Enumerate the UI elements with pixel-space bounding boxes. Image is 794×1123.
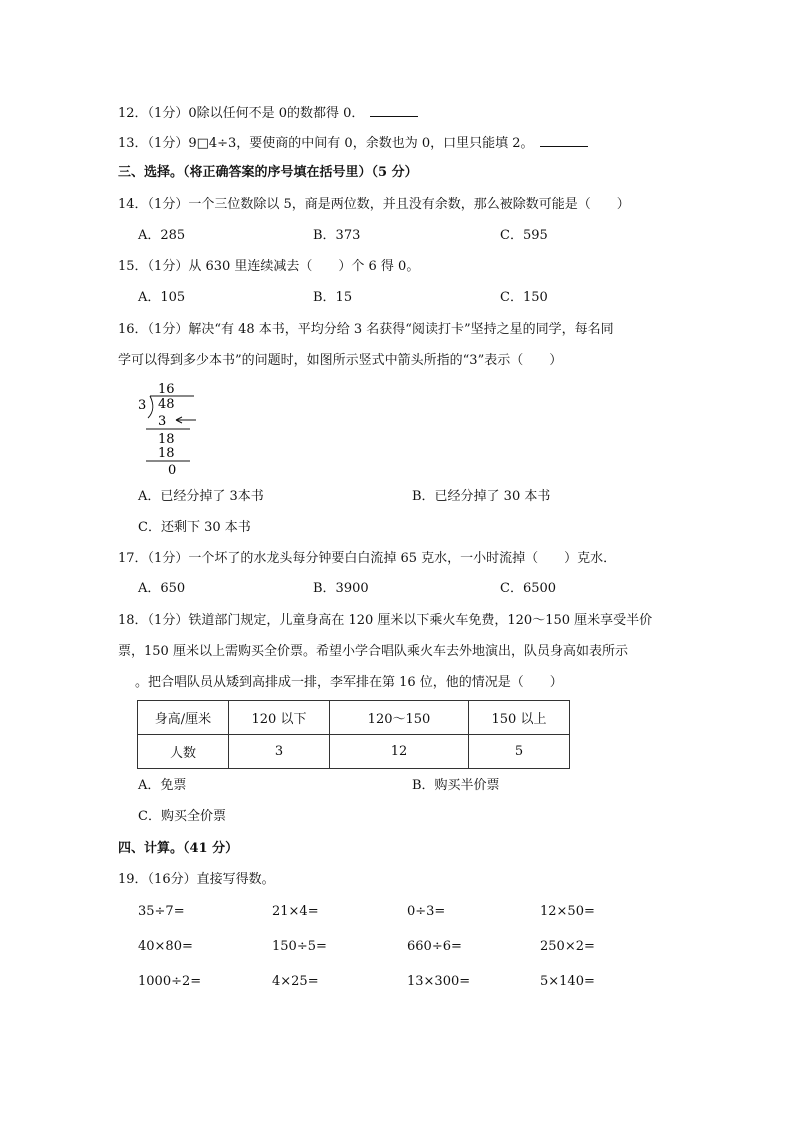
option-a[interactable]: A．105 (138, 290, 186, 305)
calc-item: 660÷6= (407, 939, 462, 954)
calc-item: 250×2= (540, 939, 595, 954)
long-division-figure (138, 380, 200, 476)
table-cell: 人数 (138, 735, 229, 769)
option-c[interactable]: C．595 (500, 228, 548, 243)
calc-item: 5×140= (540, 974, 595, 989)
option-a[interactable]: A．650 (138, 581, 186, 596)
section-4-title: 四、计算。（41 分） (118, 841, 239, 856)
answer-blank[interactable] (370, 103, 418, 117)
question-13-text: 13．（1分）9□4÷3，要使商的中间有 0，余数也为 0，口里只能填 2。 (118, 136, 534, 151)
division-divisor: 3 (138, 398, 147, 413)
division-dividend: 48 (158, 397, 175, 412)
question-16-line-1: 16．（1分）解决“有 48 本书，平均分给 3 名获得“阅读打卡”坚持之星的同学，每名同 (118, 322, 614, 337)
table-header-cell: 150 以上 (469, 701, 570, 735)
option-a[interactable]: A．免票 (138, 778, 187, 793)
option-b[interactable]: B．3900 (313, 581, 369, 596)
division-step-1: 3 (158, 414, 167, 429)
division-quotient: 16 (158, 382, 175, 397)
question-18-line-1: 18．（1分）铁道部门规定，儿童身高在 120 厘米以下乘火车免费，120～150 厘米享受半价 (118, 613, 653, 628)
question-13 (118, 133, 588, 153)
table-row (138, 735, 570, 769)
height-table (137, 700, 570, 769)
option-a[interactable]: A．已经分掉了 3本书 (138, 489, 264, 504)
calc-item: 0÷3= (407, 904, 446, 919)
question-12-text: 12．（1分）0除以任何不是 0的数都得 0． (118, 106, 365, 121)
option-c[interactable]: C．6500 (500, 581, 557, 596)
section-3-title: 三、选择。（将正确答案的序号填在括号里）（5 分） (118, 165, 418, 180)
calc-item: 4×25= (272, 974, 319, 989)
table-cell: 3 (229, 735, 330, 769)
option-c[interactable]: C．150 (500, 290, 548, 305)
option-a[interactable]: A．285 (138, 228, 186, 243)
question-17-text: 17．（1分）一个坏了的水龙头每分钟要白白流掉 65 克水，一小时流掉（ ）克水． (118, 551, 617, 566)
question-18-line-2: 票，150 厘米以上需购买全价票。希望小学合唱队乘火车去外地演出，队员身高如表所示 (118, 644, 628, 659)
question-18-line-3: 。把合唱队员从矮到高排成一排，李军排在第 16 位，他的情况是（ ） (135, 675, 563, 690)
question-12 (118, 103, 418, 123)
option-c[interactable]: C．购买全价票 (138, 809, 226, 824)
division-step-2: 18 (158, 432, 175, 447)
division-remainder: 0 (168, 463, 177, 476)
table-row (138, 701, 570, 735)
table-header-cell: 身高/厘米 (138, 701, 229, 735)
table-cell: 12 (330, 735, 469, 769)
division-step-3: 18 (158, 446, 175, 461)
question-14-text: 14．（1分）一个三位数除以 5，商是两位数，并且没有余数，那么被除数可能是（ ） (118, 197, 630, 212)
calc-item: 40×80= (138, 939, 193, 954)
option-c[interactable]: C．还剩下 30 本书 (138, 520, 251, 535)
calc-item: 150÷5= (272, 939, 327, 954)
option-b[interactable]: B．15 (313, 290, 353, 305)
answer-blank[interactable] (540, 133, 588, 147)
question-19-text: 19．（16分）直接写得数。 (118, 872, 275, 887)
table-header-cell: 120 以下 (229, 701, 330, 735)
calc-item: 12×50= (540, 904, 595, 919)
calc-item: 21×4= (272, 904, 319, 919)
question-16-line-2: 学可以得到多少本书”的问题时，如图所示竖式中箭头所指的“3”表示（ ） (118, 353, 563, 368)
question-15-text: 15．（1分）从 630 里连续减去（ ）个 6 得 0。 (118, 259, 420, 274)
option-b[interactable]: B．已经分掉了 30 本书 (412, 489, 551, 504)
calc-item: 35÷7= (138, 904, 185, 919)
option-b[interactable]: B．购买半价票 (412, 778, 500, 793)
table-header-cell: 120～150 (330, 701, 469, 735)
option-b[interactable]: B．373 (313, 228, 361, 243)
calc-item: 13×300= (407, 974, 471, 989)
table-cell: 5 (469, 735, 570, 769)
calc-item: 1000÷2= (138, 974, 202, 989)
